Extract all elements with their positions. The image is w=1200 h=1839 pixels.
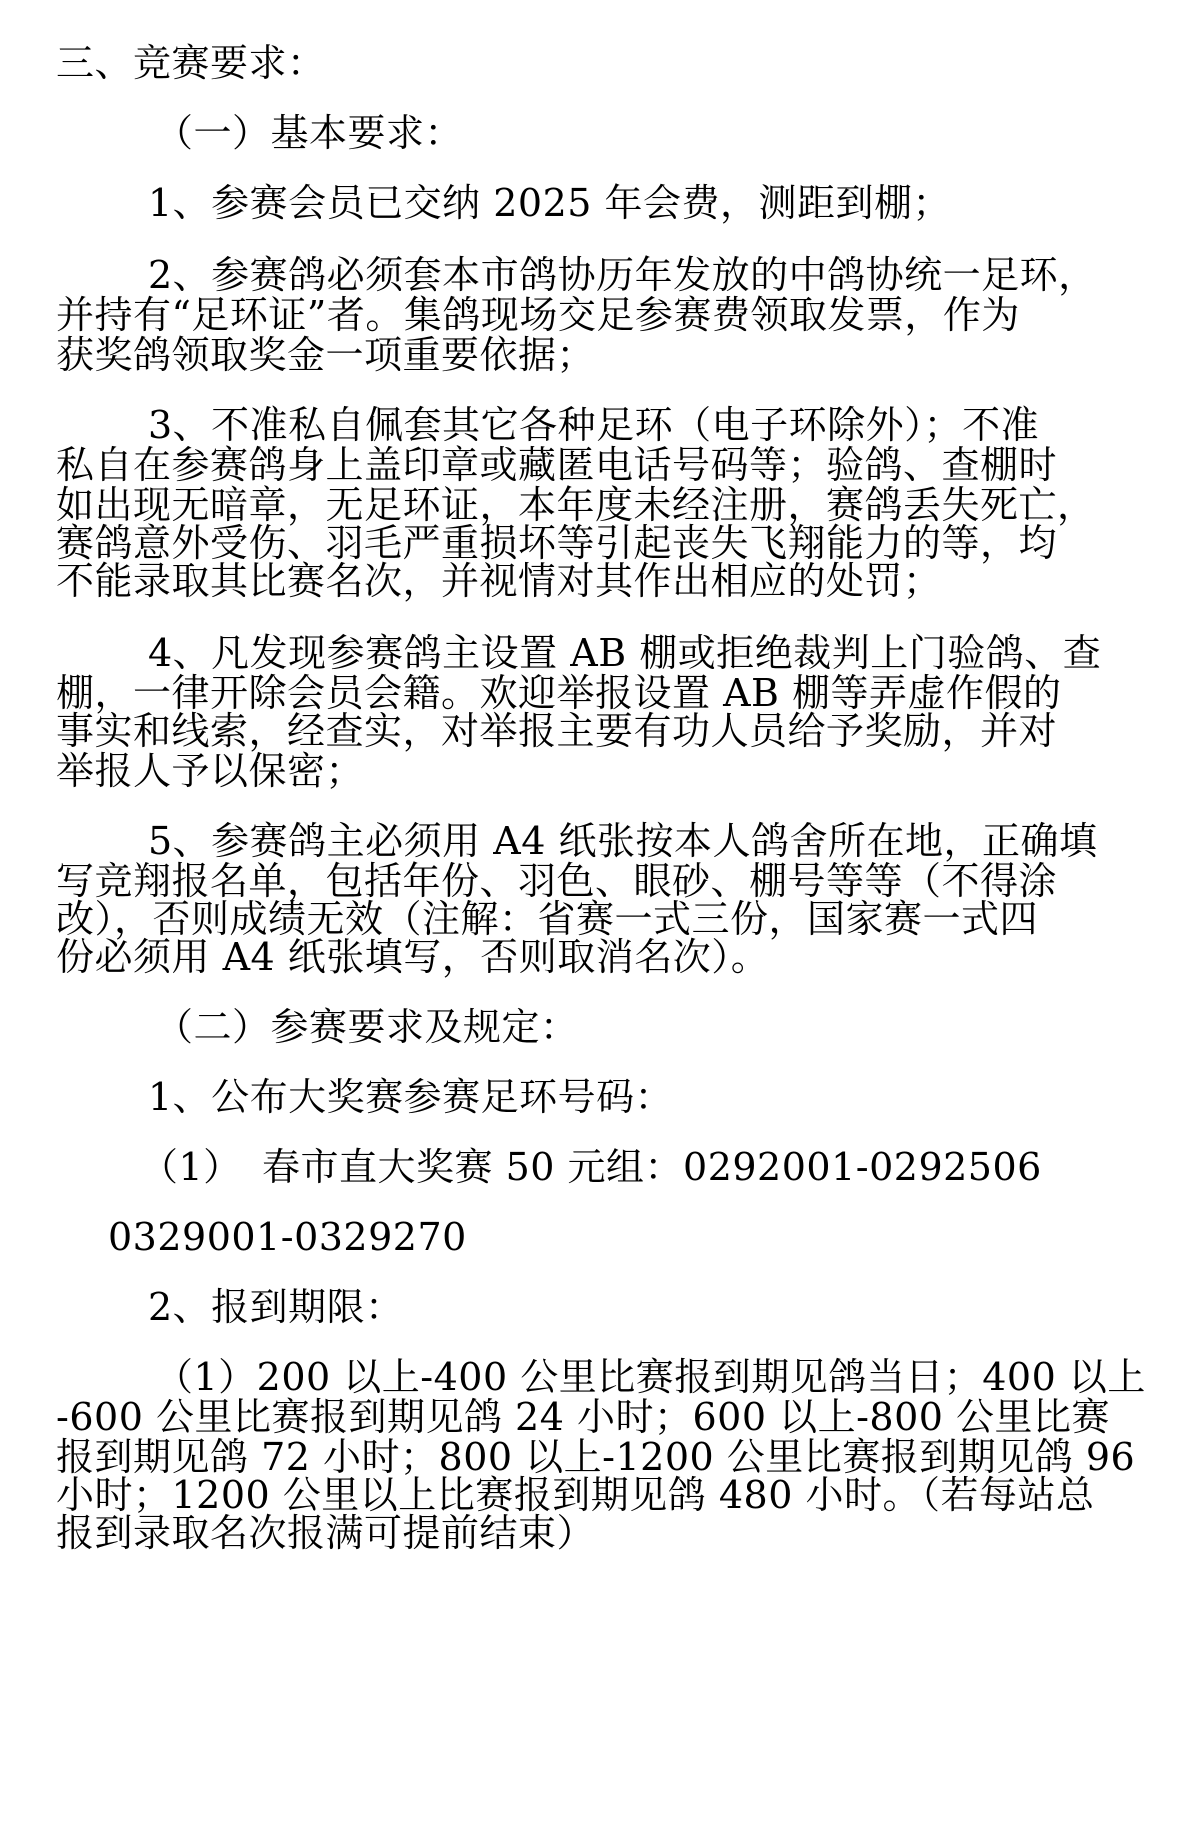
rule-2-line: 报到录取名次报满可提前结束） — [56, 1511, 596, 1555]
sub-heading-participation-rules: （二）参赛要求及规定： — [155, 1005, 579, 1049]
item-line: 5、参赛鸽主必须用 A4 纸张按本人鸽舍所在地，正确填 — [148, 819, 1098, 863]
item-line: 私自在参赛鸽身上盖印章或藏匿电话号码等；验鸽、查棚时 — [56, 443, 1058, 487]
item-line: 举报人予以保密； — [56, 749, 365, 793]
item-line: 赛鸽意外受伤、羽毛严重损坏等引起丧失飞翔能力的等，均 — [56, 521, 1058, 565]
item-line: 获奖鸽领取奖金一项重要依据； — [56, 333, 596, 377]
item-line: 如出现无暗章，无足环证，本年度未经注册，赛鸽丢失死亡， — [56, 483, 1096, 527]
item-line: 事实和线索，经查实，对举报主要有功人员给予奖励，并对 — [56, 709, 1058, 753]
item-line: 3、不准私自佩套其它各种足环（电子环除外）；不准 — [148, 403, 1040, 447]
rule-2-line: -600 公里比赛报到期见鸽 24 小时；600 以上-800 公里比赛 — [56, 1395, 1111, 1439]
item-line: 1、参赛会员已交纳 2025 年会费，测距到棚； — [148, 181, 952, 225]
rule-1-sub-continuation: 0329001-0329270 — [108, 1215, 467, 1259]
sub-heading-basic-requirements: （一）基本要求： — [155, 111, 464, 155]
item-line: 写竞翔报名单，包括年份、羽色、眼砂、棚号等等（不得涂 — [56, 859, 1058, 903]
item-line: 不能录取其比赛名次，并视情对其作出相应的处罚； — [56, 559, 942, 603]
rule-2-line: 报到期见鸽 72 小时；800 以上-1200 公里比赛报到期见鸽 96 — [56, 1435, 1136, 1479]
item-line: 并持有“足环证”者。集鸽现场交足参赛费领取发票，作为 — [56, 293, 1020, 337]
item-line: 2、参赛鸽必须套本市鸽协历年发放的中鸽协统一足环， — [148, 253, 1097, 297]
rule-1-title: 1、公布大奖赛参赛足环号码： — [148, 1075, 674, 1119]
rule-2-title: 2、报到期限： — [148, 1285, 404, 1329]
rule-2-line: 小时；1200 公里以上比赛报到期见鸽 480 小时。（若每站总 — [56, 1473, 1095, 1517]
rule-2-line: （1）200 以上-400 公里比赛报到期见鸽当日；400 以上 — [155, 1355, 1146, 1399]
rule-1-sub-label: （1） — [140, 1145, 242, 1189]
section-heading: 三、竞赛要求： — [56, 41, 326, 85]
item-line: 改），否则成绩无效（注解：省赛一式三份，国家赛一式四 — [56, 897, 1039, 941]
item-line: 棚，一律开除会员会籍。欢迎举报设置 AB 棚等弄虚作假的 — [56, 671, 1062, 715]
rule-1-sub-text: 春市直大奖赛 50 元组：0292001-0292506 — [262, 1145, 1042, 1189]
item-line: 4、凡发现参赛鸽主设置 AB 棚或拒绝裁判上门验鸽、查 — [148, 631, 1102, 675]
item-line: 份必须用 A4 纸张填写，否则取消名次）。 — [56, 935, 770, 979]
